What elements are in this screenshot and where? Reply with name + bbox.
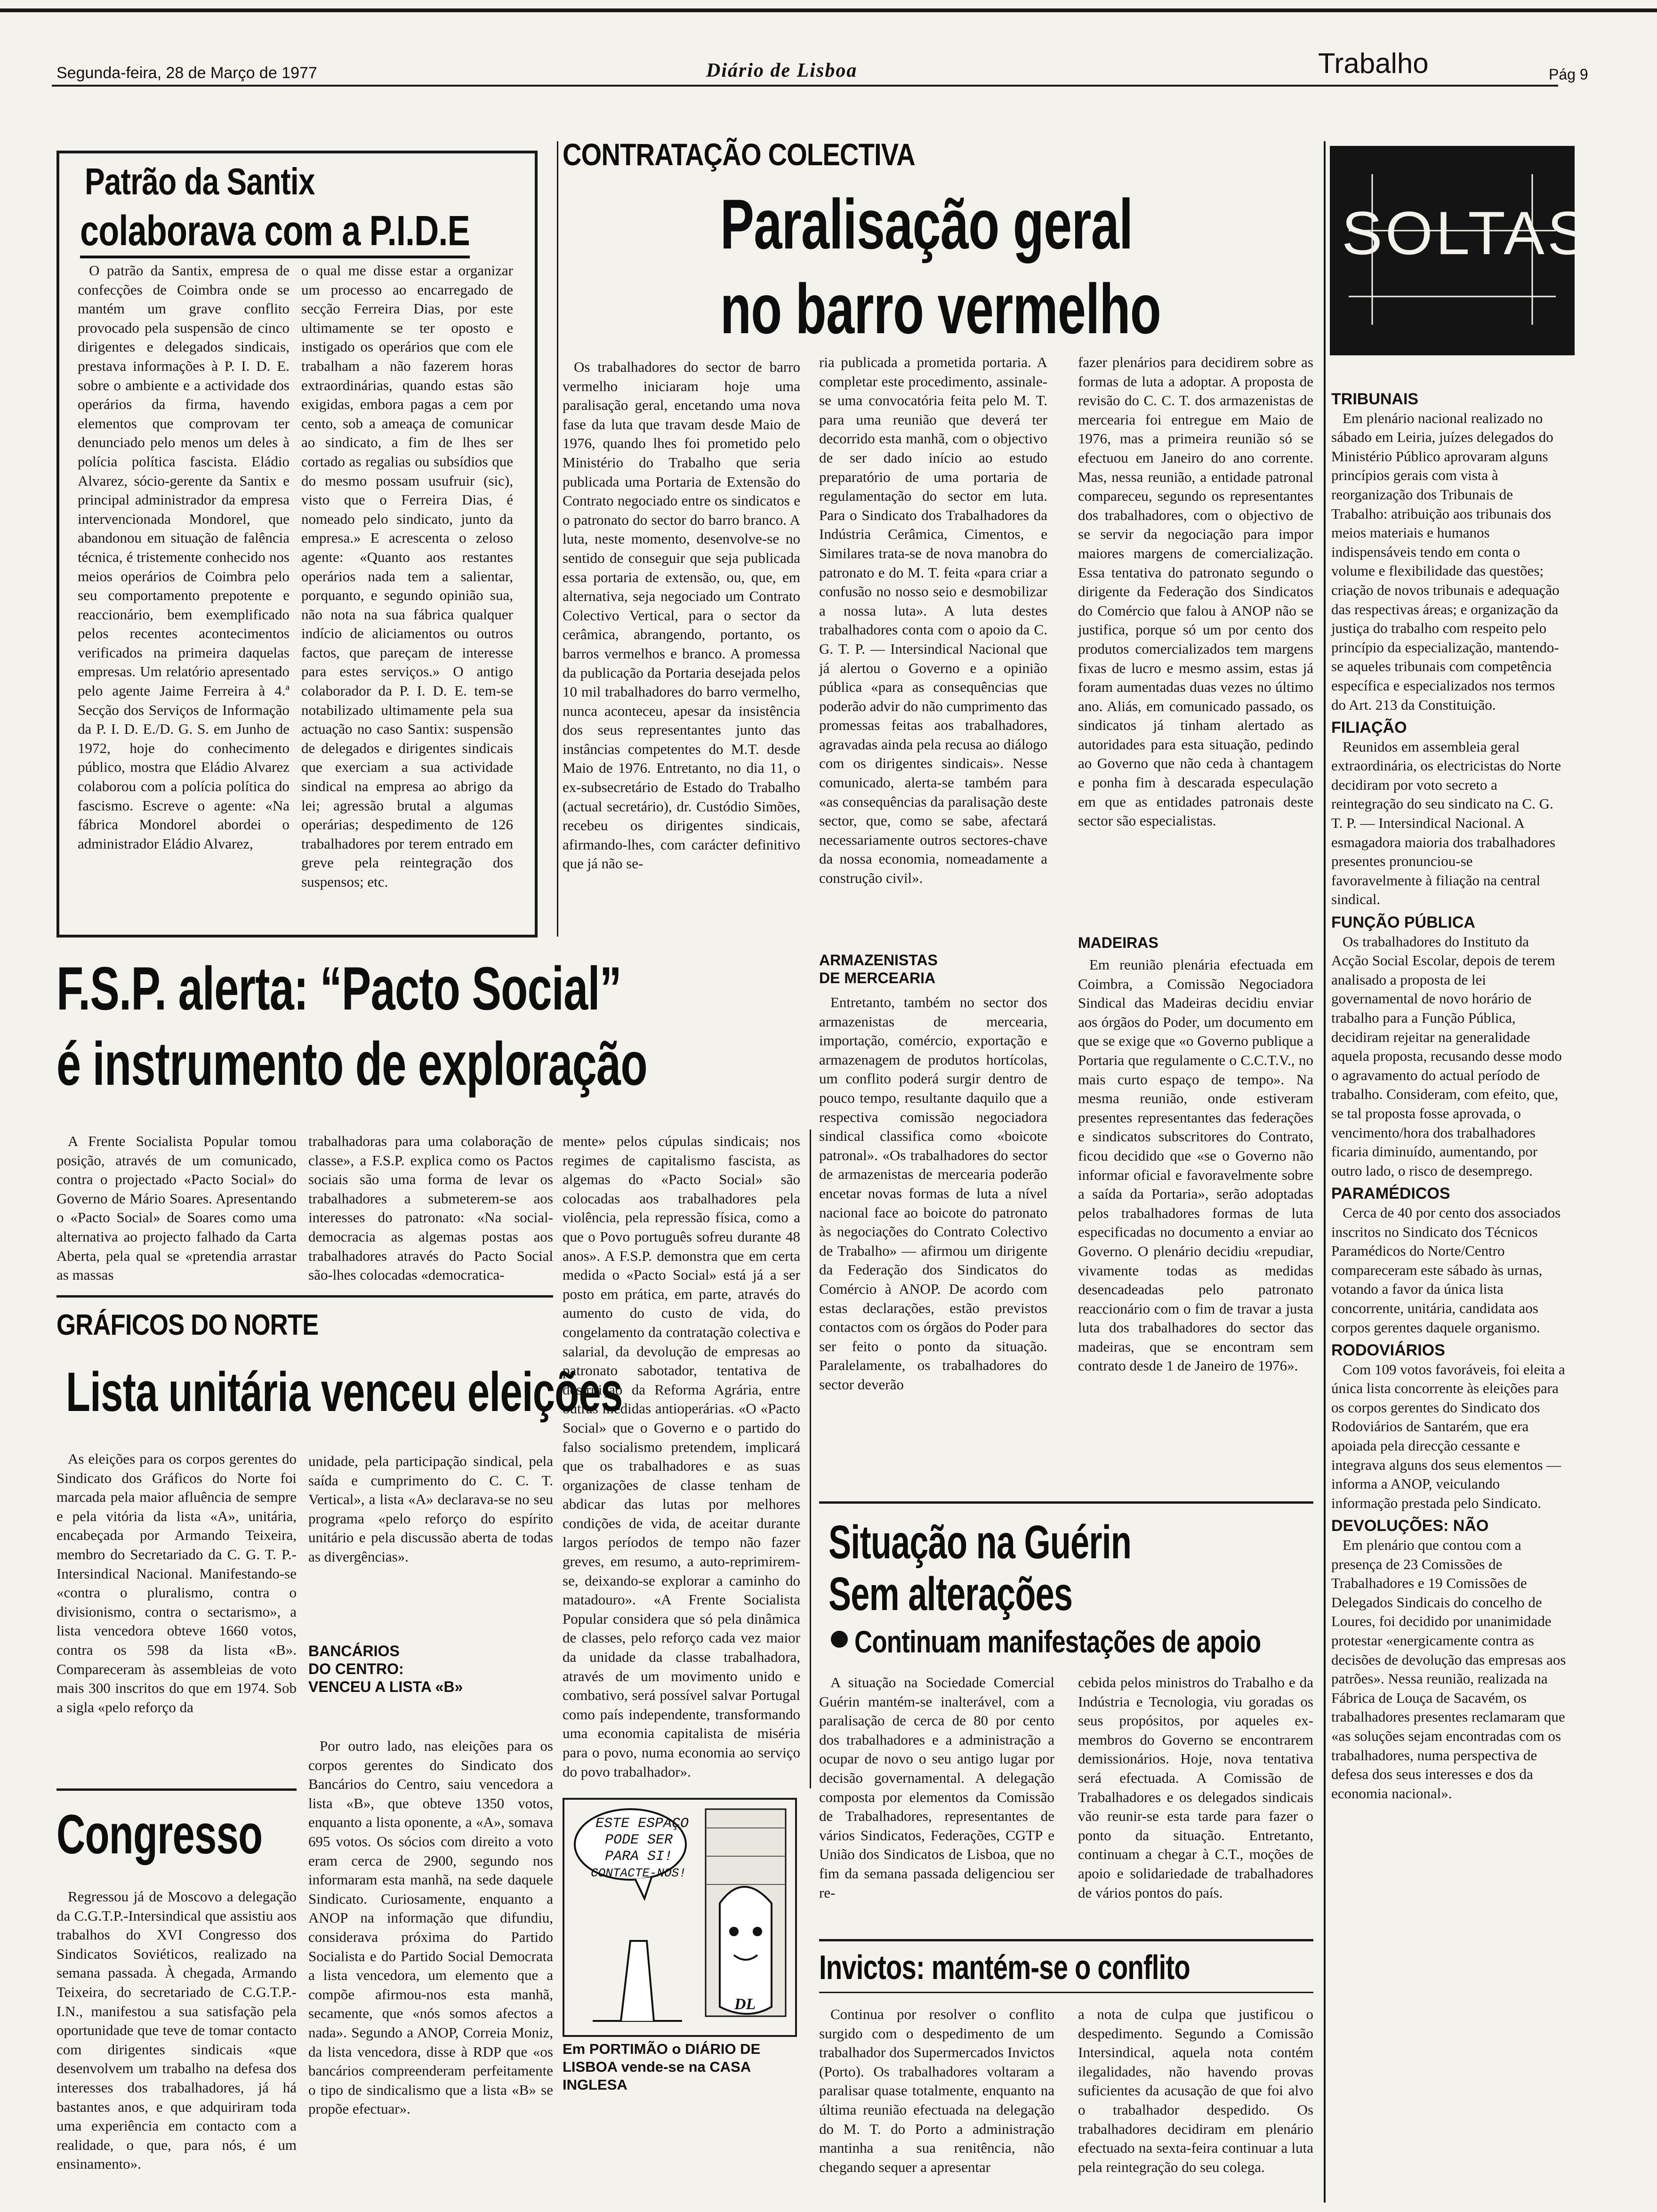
barro-title-line2: no barro vermelho [720,269,1161,348]
masthead-page: Pág 9 [1549,66,1588,83]
cartoon-caption: Em PORTIMÃO o DIÁRIO DE LISBOA vende-se na CASA INGLESA [563,2041,761,2093]
guerin-title-line2: Sem alterações [828,1568,1073,1620]
masthead-section: Trabalho [1318,48,1429,79]
guerin-bullet-icon [831,1631,848,1648]
invictos-column-1: Continua por resolver o conflito surgido com o despedimento de um trabalhador dos Supermercados Invictos (Porto). Os trabalhadores voltaram a paralisar quase totalmente, enquanto na última reunião efectuada na delegação do M. T. do Porto a administração mantinha a sua renitência, não chegando sequer a apresentar [819,2006,1054,2175]
soltas-body-paramedicos: Cerca de 40 por cento dos associados inscritos no Sindicato dos Técnicos Paramédicos do Norte/Centro compareceram este sábado às urnas, votando a favor da única lista concorrente, unitária, candidata aos corpos gerentes daquele organismo. [1331,1204,1561,1336]
soltas-head-rodoviarios: RODOVIÁRIOS [1331,1341,1445,1360]
congresso-top-rule [56,1788,297,1791]
barro-column-1: Os trabalhadores do sector de barro vermelho iniciaram hoje uma paralisação geral, encetando uma nova fase da luta que travam desde Maio de 1976, quando lhes foi prometido pelo Ministério do Trabalho que seria publicada uma Portaria de Extensão do Contrato negociado entre os sindicatos e o patronato do sector do barro branco. A luta, neste momento, desenvolve-se no sentido de conseguir que seja publicada essa portaria de extensão, ou, que, em alternativa, seja negociado um Contrato Colectivo Vertical, para o sector da cerâmica, abrangendo, portanto, os barros vermelhos e branco. A promessa da publicação da Portaria desejada pelos 10 mil trabalhadores do barro vermelho, nunca aconteceu, apesar da insistência dos seus representantes junto das instâncias competentes do M.T. desde Maio de 1976. Entretanto, no dia 11, o ex-subsecretário de Estado do Trabalho (actual secretário), dr. Custódio Simões, recebeu os dirigentes sindicais, afirmando-lhes, com carácter definitivo que já não se- [563,359,800,872]
madeiras-body: Em reunião plenária efectuada em Coimbra, a Comissão Negociadora Sindical das Madeiras decidiu enviar aos órgãos do Poder, um documento em que se exige que «o Governo publique a Portaria que regulamente o C.C.T.V., no mais curto espaço de tempo». Na mesma reunião, onde estiveram presentes representantes das federações e sindicatos subscritores do Contrato, ficou decidido que «se o Governo não informar oficial e favoravelmente sobre a saída da Portaria», serão adoptadas pelos trabalhadores formas de luta especificadas no documento a enviar ao Governo. O plenário decidiu «repudiar, vivamente todas as medidas desencadeadas pelo patronato reaccionário com o fim de travar a justa luta dos trabalhadores do sector das madeiras, que se encontram sem contrato desde 1 de Janeiro de 1976». [1078,956,1313,1374]
masthead-rule [52,85,1558,87]
soltas-head-funcao-publica: FUNÇÃO PÚBLICA [1331,914,1475,932]
soltas-list [1331,386,1567,2198]
rule-vertical-1 [557,141,558,937]
soltas-body-rodoviarios: Com 109 votos favoráveis, foi eleita a única lista concorrente às eleições para os corpos gerentes do Sindicato dos Rodoviários de Santarém, que era apoiada pela direcção cessante e integrava alguns dos seus elementos — informa a ANOP, veiculando informação prestada pelo Sindicato. [1331,1361,1565,1511]
masthead-date: Segunda-feira, 28 de Março de 1977 [56,64,317,82]
cartoon-bubble-line3: PARA SI! [605,1849,673,1865]
soltas-head-tribunais: TRIBUNAIS [1331,390,1419,408]
fsp-column-1: A Frente Socialista Popular tomou posição, através de um comunicado, contra o projectado «Pacto Social» do Governo de Mário Soares. Apresentando o «Pacto Social» de Soares como uma alternativa ao projecto falhado da Carta Aberta, pela qual se «pretendia arrastar as massas [56,1133,297,1283]
armazenistas-heading-1: ARMAZENISTAS [819,952,938,969]
graficos-title: Lista unitária venceu eleições [66,1361,623,1423]
fsp-column-2: trabalhadoras para uma colaboração de classe», a F.S.P. explica como os Pactos sociais são uma forma de levar os trabalhadores a submeterem-se aos interesses do patronato: «Na social-democracia as algemas postas aos trabalhadores através do Pacto Social são-lhes colocadas «democratica- [308,1133,553,1283]
guerin-top-rule [819,1501,1313,1504]
soltas-body-filiacao: Reunidos em assembleia geral extraordinária, os electricistas do Norte decidiram por voto secreto a reintegração do seu sindicato na C. G. T. P. — Intersindical Nacional. A esmagadora maioria dos trabalhadores presentes pronunciou-se favoravelmente à filiação na central sindical. [1331,738,1561,908]
guerin-title-line1: Situação na Guérin [828,1516,1132,1569]
barro-column-2: ria publicada a prometida portaria. A completar este procedimento, assinale-se uma convocatória feita pelo M. T. para uma reunião que deverá ter decorrido esta manhã, com o objectivo de ser dado início ao estudo preparatório de uma portaria de regulamentação do sector em luta. Para o Sindicato dos Trabalhadores da Indústria Cerâmica, Cimentos, e Similares trata-se de nova manobra do patronato e do M. T. feita «para criar a confusão no nosso seio e desmobilizar a nossa luta». A luta destes trabalhadores conta com o apoio da C. G. T. P. — Intersindical Nacional que já alertou o Governo e a opinião pública «para as consequências que poderão advir do não cumprimento das promessas feitas aos trabalhadores, agravadas ainda pela recusa ao diálogo com os dirigentes sindicais». Nesse comunicado, alerta-se também para «as consequências da paralisação deste sector, que, como se sabe, afectará necessariamente outros sectores-chave da nossa economia, nomeadamente a construção civil». [819,354,1047,887]
bancarios-heading-3: VENCEU A LISTA «B» [308,1678,463,1695]
soltas-head-devolucoes: DEVOLUÇÕES: NÃO [1331,1517,1489,1535]
rule-vertical-2 [810,1130,811,1788]
invictos-column-2: a nota de culpa que justificou o despedimento. Segundo a Comissão Intersindical, aquela nota contém ilegalidades, não havendo provas suficientes da acusação de que foi alvo o trabalhador despedido. Os trabalhadores decidiram em plenário efectuado na sexta-feira continuar a luta pela reintegração do seu colega. [1078,2006,1313,2175]
soltas-logo-text: SOLTAS [1342,199,1591,267]
barro-column-4: fazer plenários para decidirem sobre as formas de luta a adoptar. A proposta de revisão do C. C. T. dos armazenistas de mercearia foi entregue em Maio de 1976, mas a primeira reunião só se efectuou em Janeiro do ano corrente. Mas, nessa reunião, a entidade patronal compareceu, segundo os representantes dos trabalhadores, com o objectivo de se servir da negociação para impor maiores margens de comercialização. Essa tentativa do patronato segundo o dirigente da Federação dos Sindicatos do Comércio que falou à ANOP não se justifica, porque só um por cento dos produtos comercializados tem margens fixas de lucro e mesmo assim, estas já foram aumentadas duas vezes no último ano. Aliás, em comunicado passado, os sindicatos já tinham alertado as autoridades para esta situação, pedindo ao Governo que não ceda à chantagem e ponha fim à descarada especulação em que as entidades patronais deste sector são especialistas. [1078,354,1313,829]
guerin-column-1: A situação na Sociedade Comercial Guérin mantém-se inalterável, com a paralisação de cerca de 80 por cento dos trabalhadores e a administração a ocupar de novo o seu antigo lugar por decisão governamental. A delegação composta por elementos da Comissão de Trabalhadores, representantes de vários Sindicatos, Federações, CGTP e União dos Sindicatos de Lisboa, que no fim da semana passada deligenciou ser re- [819,1674,1054,1901]
cartoon-bubble-line1: ESTE ESPAÇO [595,1816,689,1832]
soltas-head-paramedicos: PARAMÉDICOS [1331,1185,1450,1203]
guerin-column-2: cebida pelos ministros do Trabalho e da Indústria e Tecnologia, viu goradas os seus propósitos, por aqueles ex-membros do Governo se encontrarem demissionários. Hoje, nova tentativa será efectuada. A Comissão de Trabalhadores e os delegados sindicais vão reunir-se esta tarde para fazer o ponto da situação. Entretanto, continuam a chegar à C.T., moções de apoio e solidariedade de trabalhadores de vários pontos do país. [1078,1674,1313,1901]
rule-vertical-soltas [1324,141,1326,2203]
graficos-column-1: As eleições para os corpos gerentes do Sindicato dos Gráficos do Norte foi marcada pela maior afluência de sempre e pela vitória da lista «A», unitária, encabeçada por Armando Teixeira, membro do Secretariado da C. G. T. P.-Intersindical Nacional. Manifestando-se «contra o pluralismo, contra o divisionismo, contra o sectarismo», a lista vencedora obteve 1660 votos, contra os 598 da lista «B». Compareceram às assembleias de voto mais 300 inscritos do que em 1974. Sob a sigla «pelo reforço da [56,1451,297,1715]
guerin-subtitle: Continuam manifestações de apoio [854,1624,1261,1659]
soltas-body-tribunais: Em plenário nacional realizado no sábado em Leiria, juízes delegados do Ministério Público aprovaram alguns princípios gerais com vista à reorganização dos Tribunais de Trabalho: atribuição aos tribunais dos meios materiais e humanos indispensáveis tendo em conta o volume e flexibilidade das questões; criação de novos tribunais e adequação das respectivas áreas; e organização da justiça do trabalho com respeito pelo princípio da especialização, mantendo-se aqueles tribunais com competência específica e especializados nos termos do Art. 213 da Constituição. [1331,409,1560,713]
barro-kicker: CONTRATAÇÃO COLECTIVA [563,137,915,172]
graficos-kicker: GRÁFICOS DO NORTE [56,1309,319,1341]
santix-title-line2: colaborava com a P.I.D.E [80,207,470,258]
congresso-title: Congresso [56,1803,263,1866]
barro-title-line1: Paralisação geral [720,184,1133,264]
invictos-sub-rule [819,1992,1313,1993]
santix-column-1: O patrão da Santix, empresa de confecções de Coimbra onde se mantém um grave conflito provocado pela suspensão de cinco dirigentes e delegados sindicais, prestava informações à P. I. D. E. sobre o ambiente e a actividade dos operários da firma, havendo elementos que comprovam ter denunciado pelo menos um deles à polícia política fascista. Eládio Alvarez, sócio-gerente da Santix e principal administrador da empresa intervencionada Mondorel, que abandonou em situação de falência técnica, é tristemente conhecido nos meios operários de Coimbra pelo seu comportamento prepotente e reaccionário, bem exemplificado pelos recentes acontecimentos verificados na primeira daquelas empresas. Um relatório apresentado pelo agente Jaime Ferreira à 4.ª Secção dos Serviços de Informação da P. I. D. E./D. G. S. em Junho de 1972, hoje do conhecimento público, mostra que Eládio Alvarez colaborou com a polícia política do fascismo. Escreve o agente: «Na fábrica Mondorel abordei o administrador Eládio Alvarez, [78,262,290,852]
fsp-column-3: mente» pelos cúpulas sindicais; nos regimes de capitalismo fascista, as algemas do «Pacto Social» são colocadas aos trabalhadores pela violência, pela repressão física, como a que o Povo português sofreu durante 48 anos». A F.S.P. demonstra que em certa medida o «Pacto Social» está já a ser posto em prática, em parte, através do aumento do custo de vida, do congelamento da contratação colectiva e salarial, da devolução de empresas ao patronato sabotador, tentativa de destruição da Reforma Agrária, entre outras medidas antioperárias. «O «Pacto Social» que o Governo e o partido do falso socialismo pretendem, implicará que os trabalhadores e as suas organizações de classe tenham de abdicar das lutas por melhores condições de vida, de aceitar durante largos períodos de tempo não fazer greves, em resumo, a auto-reprimirem-se, deixando-se explorar a caminho do matadouro». «A Frente Socialista Popular considera que só pela dinâmica de classes, pelo reforço cada vez maior da unidade da classe trabalhadora, através de um movimento unido e combativo, será possível salvar Portugal como país independente, transformando uma economia capitalista de miséria para o povo, numa economia ao serviço do povo trabalhador». [563,1133,800,1780]
cartoon-illustration [564,1800,795,2035]
santix-title-line1: Patrão da Santix [85,160,315,202]
graficos-top-rule [56,1295,553,1298]
invictos-top-rule [819,1939,1313,1941]
graficos-column-2: unidade, pela participação sindical, pela saída e cumprimento do C. C. T. Vertical», a lista «A» declarava-se no seu programa «pelo reforço do espírito unitário e pela discussão aberta de todas as divergências». [308,1453,553,1565]
invictos-title: Invictos: mantém-se o conflito [819,1949,1190,1987]
congresso-body: Regressou já de Moscovo a delegação da C.G.T.P.-Intersindical que assistiu aos trabalhos do XVI Congresso dos Sindicatos Soviéticos, realizado na semana passada. À chegada, Armando Teixeira, do secretariado de C.G.T.P.-I.N., manifestou a sua satisfação pela oportunidade que teve de tomar contacto com dirigentes sindicais «que desenvolvem um trabalho na defesa dos interesses dos trabalhadores, já há bastantes anos, e que adquiriram toda uma experiência em contacto com a realidade, o que, para nós, é um ensinamento». [56,1888,297,2172]
fsp-title-line1: F.S.P. alerta: “Pacto Social” [56,954,621,1023]
masthead-paper: Diário de Lisboa [706,60,858,81]
fsp-title-line2: é instrumento de exploração [56,1029,647,1098]
cartoon-signature: DL [734,1996,756,2013]
armazenistas-body: Entretanto, também no sector dos armazenistas de mercearia, importação, comércio, exportação e armazenagem de produtos hortícolas, um conflito poderá surgir dentro de pouco tempo, resultante daquilo que a respectiva comissão negociadora sindical classifica como «boicote patronal». «Os trabalhadores do sector de armazenistas de mercearia poderão encetar novas formas de luta a nível nacional face ao boicote do patronato às negociações do Contrato Colectivo de Trabalho» — afirmou um dirigente da Federação dos Sindicatos do Comércio à ANOP. De acordo com estas declarações, estão previstos contactos com os órgãos do Poder para ser feito o ponto da situação. Paralelamente, os trabalhadores do sector deverão [819,994,1047,1393]
soltas-body-devolucoes: Em plenário que contou com a presença de 23 Comissões de Trabalhadores e 19 Comissões de Delegados Sindicais do concelho de Loures, foi decidido por unanimidade protestar «energicamente contra as decisões de devolução das empresas aos patrões». Nessa reunião, realizada na Fábrica de Louça de Sacavém, os trabalhadores presentes reclamaram que «as soluções sejam encontradas com os trabalhadores, numa perspectiva de defesa dos seus interesses e dos da economia nacional». [1331,1537,1566,1802]
bancarios-body: Por outro lado, nas eleições para os corpos gerentes do Sindicato dos Bancários do Centro, saiu vencedora a lista «B», que obteve 1350 votos, enquanto a lista oponente, a «A», somava 695 votos. Os sócios com direito a voto eram cerca de 2900, segundo nos informaram esta manhã, na sede daquele Sindicato. Curiosamente, enquanto a ANOP na informação que difundiu, considerava próxima do Partido Socialista e do Partido Social Democrata a lista vencedora, um elemento que a compõe afirmou-nos esta manhã, secamente, que «nós somos afectos a nada». Segundo a ANOP, Correia Moniz, da lista vencedora, disse à RDP que «os bancários compreenderam perfeitamente o tipo de sindicalismo que a lista «B» se propõe efectuar». [308,1738,553,2117]
bancarios-heading-2: DO CENTRO: [308,1660,404,1677]
madeiras-heading: MADEIRAS [1078,934,1158,951]
armazenistas-heading-2: DE MERCEARIA [819,970,936,986]
top-rule [0,8,1657,12]
soltas-head-filiacao: FILIAÇÃO [1331,719,1407,737]
santix-column-2: o qual me disse estar a organizar um processo ao encarregado de secção Ferreira Dias, por este ultimamente se ter oposto e instigado os operários que com ele trabalham a não fazerem horas extraordinárias, quando estas são exigidas, embora pagas a cem por cento, sob a ameaça de comunicar ao sindicato, a fim de lhes ser cortado as regalias ou subsídios que do mesmo possam usufruir (sic), visto que o Ferreira Dias, é nomeado pelo sindicato, junto da empresa.» E acrescenta o zeloso agente: «Quanto aos restantes operários nada tem a salientar, porquanto, e segundo opinião sua, não nota na sua fábrica qualquer indício de aliciamentos ou outros factos, que pareçam de interesse para estes serviços.» O antigo colaborador da P. I. D. E. tem-se notabilizado ultimamente pela sua actuação no caso Santix: suspensão de delegados e dirigentes sindicais que exerciam a sua actividade sindical na empresa ao abrigo da lei; agressão brutal a algumas operárias; despedimento de 126 trabalhadores por terem entrado em greve pela reintegração dos suspensos; etc. [301,262,513,890]
cartoon-bubble-line2: PODE SER [605,1832,673,1848]
bancarios-heading-1: BANCÁRIOS [308,1643,400,1659]
cartoon-bubble-line4: CONTACTE-NOS! [591,1866,686,1880]
soltas-body-funcao-publica: Os trabalhadores do Instituto da Acção Social Escolar, depois de terem analisado a proposta de lei governamental de novo horário de trabalho para a Função Pública, decidiram rejeitar na generalidade aquela proposta, recusando desse modo o agravamento do actual período de trabalho. Consideram, com efeito, que, se tal proposta fosse aprovada, o vencimento/hora dos trabalhadores ficaria diminuído, aumentando, por outro lado, o risco de desemprego. [1331,933,1562,1179]
